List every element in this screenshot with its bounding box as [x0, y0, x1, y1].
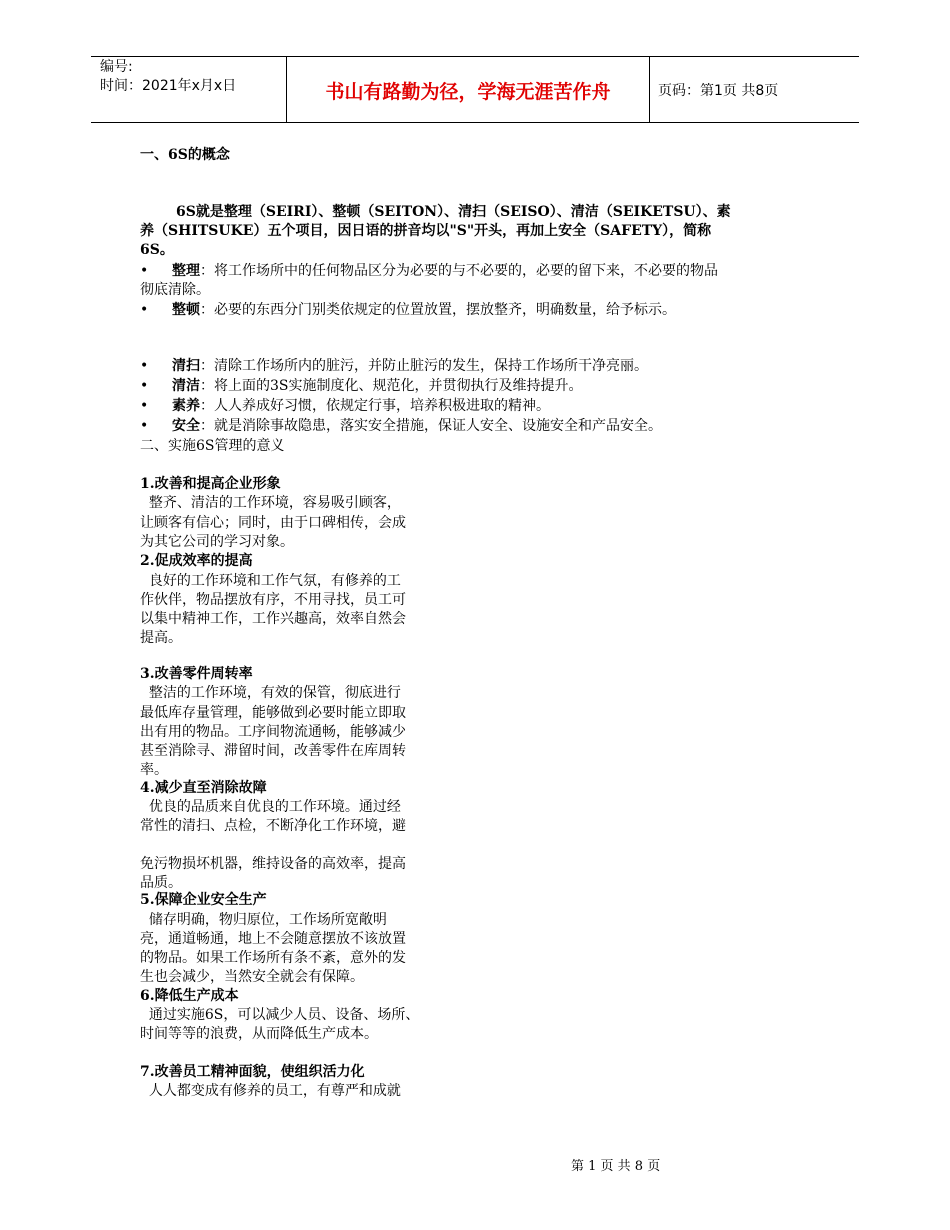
term-description-continued: 彻底清除。 [140, 282, 210, 298]
point-text-line: 储存明确，物归原位，工作场所宽敞明 [140, 912, 387, 928]
term-safety: 安全 [172, 418, 200, 434]
point-text-line: 最低库存量管理，能够做到必要时能立即取 [140, 705, 406, 721]
intro-line-2: 养（SHITSUKE）五个项目，因日语的拼音均以"S"开头，再加上安全（SAFETY），简称 [140, 223, 712, 239]
point-heading: 5.保障企业安全生产 [140, 892, 267, 908]
point-text-line: 品质。 [140, 875, 182, 891]
intro-line-1: 6S就是整理（SEIRI）、整顿（SEITON）、清扫（SEISO）、清洁（SEIKETSU）、素 [176, 204, 731, 220]
list-item [172, 357, 648, 376]
point-text-line: 率。 [140, 762, 168, 778]
point-heading: 2.促成效率的提高 [140, 553, 253, 569]
list-item [172, 262, 718, 281]
point-text-line: 优良的品质来自优良的工作环境。通过经 [140, 799, 401, 815]
point-text-line: 人人都变成有修养的员工，有尊严和成就 [140, 1083, 401, 1099]
section1-title: 一、6S的概念 [140, 147, 230, 163]
term-description: ：将工作场所中的任何物品区分为必要的与不必要的，必要的留下来，不必要的物品 [200, 263, 718, 279]
bullet-marker: • [140, 302, 149, 318]
term-description: ：清除工作场所内的脏污，并防止脏污的发生，保持工作场所干净亮丽。 [200, 358, 648, 374]
point-text-line: 免污物损坏机器，维持设备的高效率，提高 [140, 856, 406, 872]
term-seiri: 整理 [172, 263, 200, 279]
term-description: ：必要的东西分门别类依规定的位置放置，摆放整齐，明确数量，给予标示。 [200, 302, 676, 318]
footer-page-number: 第 1 页 共 8 页 [571, 1159, 661, 1174]
term-seiketsu: 清洁 [172, 378, 200, 394]
term-seiso: 清扫 [172, 358, 200, 374]
point-text-line: 提高。 [140, 630, 182, 646]
point-text-line: 整洁的工作环境，有效的保管，彻底进行 [140, 685, 401, 701]
header-divider-2 [649, 57, 650, 122]
point-text-line: 整齐、清洁的工作环境，容易吸引顾客， [140, 495, 401, 511]
bullet-marker: • [140, 358, 149, 374]
term-description: ：就是消除事故隐患，落实安全措施，保证人安全、设施安全和产品安全。 [200, 418, 662, 434]
point-text-line: 亮，通道畅通，地上不会随意摆放不该放置 [140, 931, 406, 947]
header-top-rule [91, 56, 859, 57]
bullet-marker: • [140, 398, 149, 414]
header-bottom-rule [91, 122, 859, 123]
point-text-line: 时间等等的浪费，从而降低生产成本。 [140, 1026, 378, 1042]
point-text-line: 的物品。如果工作场所有条不紊，意外的发 [140, 950, 406, 966]
document-number-label: 编号: [100, 59, 133, 75]
point-text-line: 作伙伴，物品摆放有序，不用寻找，员工可 [140, 592, 406, 608]
point-text-line: 良好的工作环境和工作气氛，有修养的工 [140, 573, 401, 589]
point-heading: 4.减少直至消除故障 [140, 780, 267, 796]
point-text-line: 常性的清扫、点检，不断净化工作环境，避 [140, 818, 406, 834]
bullet-marker: • [140, 263, 149, 279]
list-item [172, 301, 676, 320]
point-heading: 3.改善零件周转率 [140, 666, 253, 682]
list-item [172, 377, 583, 396]
point-text-line: 为其它公司的学习对象。 [140, 534, 294, 550]
document-time-label: 时间：2021年x月x日 [100, 78, 237, 94]
point-heading: 1.改善和提高企业形象 [140, 476, 281, 492]
list-item [172, 417, 662, 436]
point-heading: 7.改善员工精神面貌，使组织活力化 [140, 1064, 365, 1080]
header-page-info: 页码：第1页 共8页 [658, 83, 779, 99]
point-heading: 6.降低生产成本 [140, 988, 239, 1004]
bullet-marker: • [140, 418, 149, 434]
bullet-marker: • [140, 378, 149, 394]
point-text-line: 以集中精神工作，工作兴趣高，效率自然会 [140, 611, 406, 627]
point-text-line: 生也会减少，当然安全就会有保障。 [140, 969, 364, 985]
term-description: ：人人养成好习惯，依规定行事，培养积极进取的精神。 [200, 398, 550, 414]
point-text-line: 让顾客有信心；同时，由于口碑相传，会成 [140, 515, 406, 531]
term-description: ：将上面的3S实施制度化、规范化，并贯彻执行及维持提升。 [200, 378, 583, 394]
term-seiton: 整顿 [172, 302, 200, 318]
section2-title: 二、实施6S管理的意义 [140, 438, 285, 454]
header-motto: 书山有路勤为径，学海无涯苦作舟 [325, 80, 611, 103]
intro-line-3: 6S。 [140, 242, 174, 258]
point-text-line: 出有用的物品。工序间物流通畅，能够减少 [140, 724, 406, 740]
header-meta [100, 58, 236, 96]
point-text-line: 通过实施6S，可以减少人员、设备、场所、 [140, 1007, 420, 1023]
point-text-line: 甚至消除寻、滞留时间，改善零件在库周转 [140, 743, 406, 759]
term-shitsuke: 素养 [172, 398, 200, 414]
list-item [172, 397, 550, 416]
